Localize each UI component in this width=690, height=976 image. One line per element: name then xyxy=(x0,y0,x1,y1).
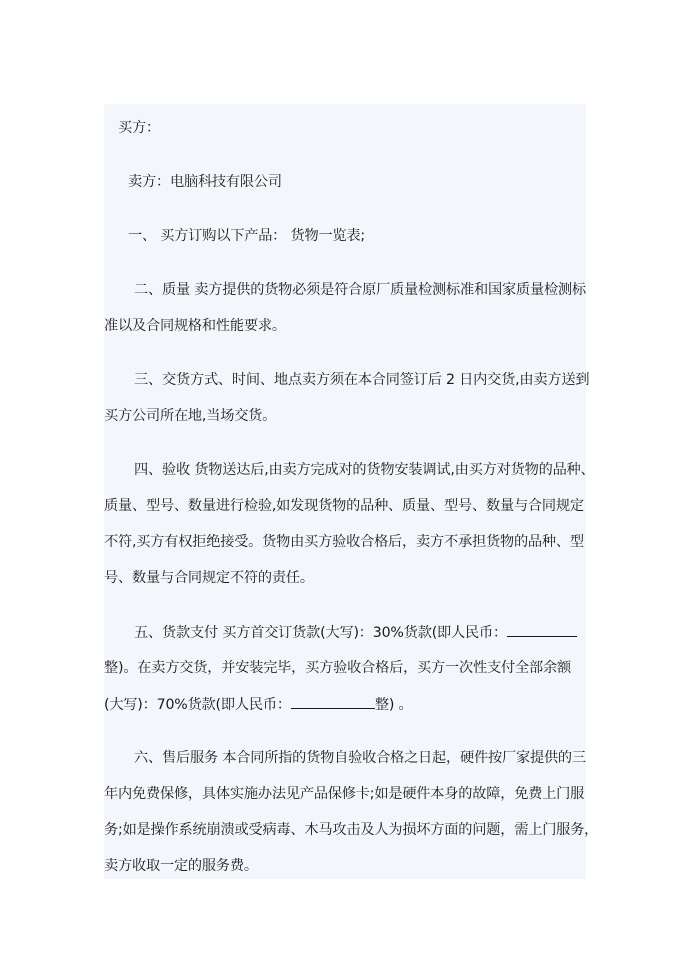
clause-4-line-2: 质量、型号、数量进行检验,如发现货物的品种、质量、型号、数量与合同规定 xyxy=(104,498,584,514)
clause-6-line-3: 务;如是操作系统崩溃或受病毒、木马攻击及人为损坏方面的问题，需上门服务， xyxy=(104,822,599,838)
clause-2-line-2: 准以及合同规格和性能要求。 xyxy=(104,318,286,334)
clause-6-line-1: 六、售后服务 本合同所指的货物自验收合格之日起，硬件按厂家提供的三 xyxy=(134,750,586,766)
clause-4-line-1: 四、验收 货物送达后,由卖方完成对的货物安装调试,由买方对货物的品种、 xyxy=(134,462,595,478)
clause-6-line-2: 年内免费保修，具体实施办法见产品保修卡;如是硬件本身的故障，免费上门服 xyxy=(104,786,585,802)
clause-2-line-1: 二、质量 卖方提供的货物必须是符合原厂质量检测标准和国家质量检测标 xyxy=(134,282,586,298)
amount-blank-70 xyxy=(291,694,375,709)
clause-3-line-2: 买方公司所在地,当场交货。 xyxy=(104,408,277,424)
amount-blank-30 xyxy=(507,622,577,637)
clause-1-line-1: 一、 买方订购以下产品： 货物一览表; xyxy=(128,228,366,244)
clause-3-line-1: 三、交货方式、时间、地点卖方须在本合同签订后 2 日内交货,由卖方送到 xyxy=(134,372,590,388)
clause-5-line-1-text: 五、货款支付 买方首交订货款(大写)：30%货款(即人民币： xyxy=(134,625,507,641)
buyer-line: 买方： xyxy=(118,120,160,136)
clause-5-line-3-text: (大写)：70%货款(即人民币： xyxy=(104,697,291,713)
clause-4-line-3: 不符,买方有权拒绝接受。货物由买方验收合格后，卖方不承担货物的品种、型 xyxy=(104,534,584,550)
contract-content-box xyxy=(104,104,599,879)
clause-5-line-3 xyxy=(104,694,412,715)
clause-5-line-2: 整)。在卖方交货，并安装完毕，买方验收合格后，买方一次性支付全部余额 xyxy=(104,660,571,676)
clause-5-line-1 xyxy=(134,622,577,643)
clause-4-line-4: 号、数量与合同规定不符的责任。 xyxy=(104,570,314,586)
clause-6-line-4: 卖方收取一定的服务费。 xyxy=(104,858,258,874)
clause-5-line-3-end: 整) 。 xyxy=(374,697,413,713)
seller-line: 卖方：电脑科技有限公司 xyxy=(128,174,282,190)
